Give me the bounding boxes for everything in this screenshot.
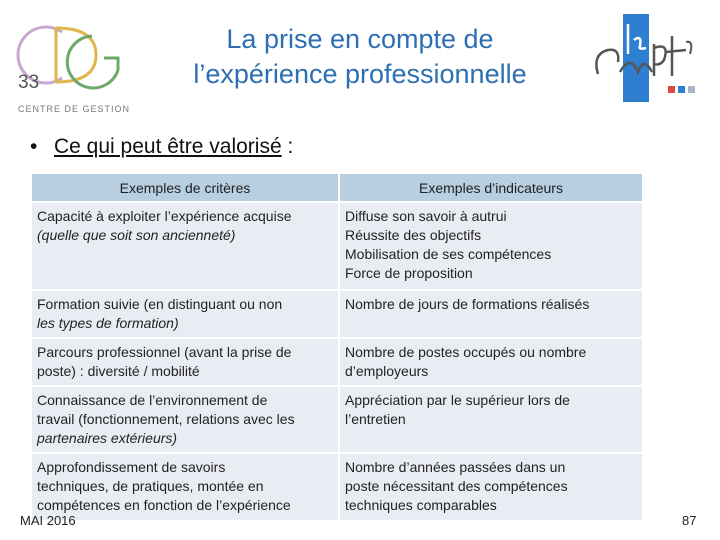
cell-line: travail (fonctionnement, relations avec les: [37, 411, 295, 427]
page-title: [170, 22, 550, 92]
title-line-1: La prise en compte de: [226, 24, 494, 54]
cell-line: poste nécessitant des compétences: [345, 478, 568, 494]
table-row: [32, 339, 642, 385]
logo-number: 33: [18, 72, 40, 93]
cell-line: d’employeurs: [345, 363, 429, 379]
cell-line: Nombre de postes occupés ou nombre: [345, 344, 587, 360]
criteria-table: [30, 172, 644, 522]
cell-line: Capacité à exploiter l’expérience acquise: [37, 208, 292, 224]
indicator-cell: [340, 454, 642, 520]
criteria-cell: [32, 339, 338, 385]
table-row: [32, 387, 642, 452]
cell-line: Force de proposition: [345, 265, 473, 281]
table-row: [32, 291, 642, 337]
page-number: 87: [682, 513, 697, 528]
cell-line: Diffuse son savoir à autrui: [345, 208, 507, 224]
table-header-row: [32, 174, 642, 201]
logo-caption: CENTRE DE GESTION: [18, 104, 131, 114]
cell-line: Formation suivie (en distinguant ou non: [37, 296, 283, 312]
cell-line: Approfondissement de savoirs: [37, 459, 226, 475]
cell-line: Réussite des objectifs: [345, 227, 482, 243]
bullet-heading-text: Ce qui peut être valorisé: [54, 135, 282, 158]
cnfpt-logo: [590, 14, 708, 106]
indicator-cell: [340, 339, 642, 385]
header-criteria: Exemples de critères: [32, 174, 338, 201]
cell-line: Appréciation par le supérieur lors de: [345, 392, 570, 408]
cell-line: poste) : diversité / mobilité: [37, 363, 200, 379]
indicator-cell: [340, 291, 642, 337]
cell-line: partenaires extérieurs): [37, 430, 178, 446]
cell-line: techniques, de pratiques, montée en: [37, 478, 264, 494]
cell-line: les types de formation): [37, 315, 179, 331]
indicator-cell: [340, 387, 642, 452]
indicator-cell: [340, 203, 642, 289]
cdg33-logo: [14, 10, 144, 120]
cell-line: (quelle que soit son ancienneté): [37, 227, 236, 243]
cell-line: Mobilisation de ses compétences: [345, 246, 552, 262]
bullet-suffix: :: [281, 135, 294, 158]
title-line-2: l’expérience professionnelle: [193, 59, 527, 89]
criteria-cell: [32, 203, 338, 289]
cell-line: techniques comparables: [345, 497, 497, 513]
criteria-cell: [32, 387, 338, 452]
table-row: [32, 203, 642, 289]
cell-line: Connaissance de l’environnement de: [37, 392, 268, 408]
cell-line: Nombre de jours de formations réalisés: [345, 296, 590, 312]
criteria-cell: [32, 454, 338, 520]
table-row: [32, 454, 642, 520]
bullet-heading: [30, 135, 293, 159]
cell-line: Nombre d’années passées dans un: [345, 459, 566, 475]
criteria-cell: [32, 291, 338, 337]
footer-date: MAI 2016: [20, 513, 76, 528]
cell-line: l’entretien: [345, 411, 406, 427]
cell-line: Parcours professionnel (avant la prise de: [37, 344, 292, 360]
header-indicators: Exemples d’indicateurs: [340, 174, 642, 201]
bullet-symbol: •: [30, 135, 38, 158]
cell-line: compétences en fonction de l’expérience: [37, 497, 291, 513]
